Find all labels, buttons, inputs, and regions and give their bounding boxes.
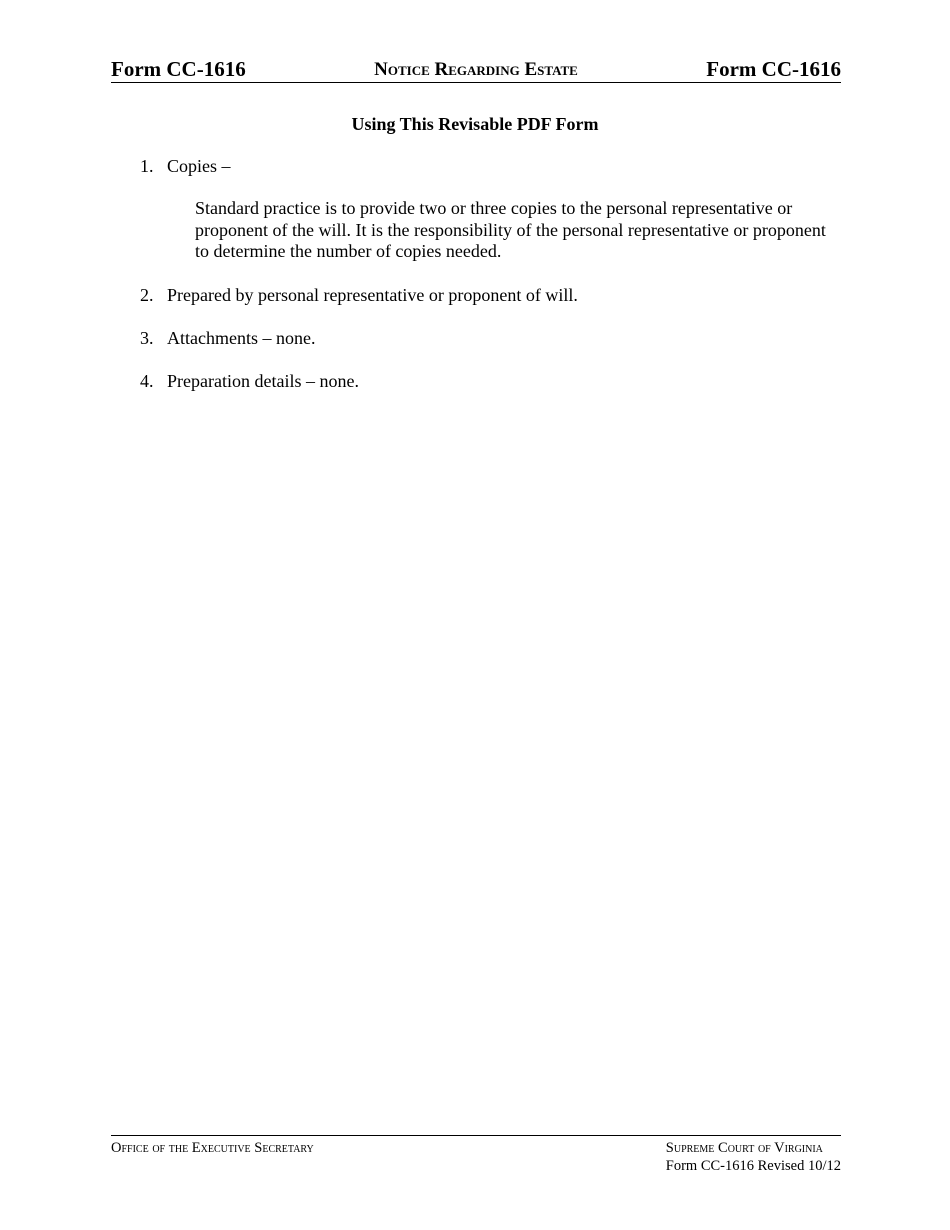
footer-court-name: Supreme Court of Virginia xyxy=(665,1140,823,1156)
list-item-text: Preparation details – none. xyxy=(167,371,359,391)
header-form-title: Notice Regarding Estate xyxy=(374,59,578,80)
list-item-number: 4. xyxy=(140,371,154,391)
page-header xyxy=(111,56,841,83)
list-item-number: 3. xyxy=(140,328,154,348)
footer-office: Office of the Executive Secretary xyxy=(111,1140,314,1156)
footer-revision: Form CC-1616 Revised 10/12 xyxy=(665,1158,841,1174)
list-item-preparation-details xyxy=(140,370,359,392)
list-item-number: 2. xyxy=(140,285,154,305)
list-item-attachments xyxy=(140,327,315,349)
list-item-text: Attachments – none. xyxy=(167,328,316,348)
footer-court-info xyxy=(666,1139,841,1175)
list-item-copies xyxy=(140,155,231,177)
list-item-text: Prepared by personal representative or proponent of will. xyxy=(167,285,578,305)
list-item-number: 1. xyxy=(140,156,154,176)
instructions-title: Using This Revisable PDF Form xyxy=(351,114,599,134)
header-form-number-right: Form CC-1616 xyxy=(706,57,841,81)
list-item-text: Copies – xyxy=(167,156,231,176)
page-footer xyxy=(111,1135,841,1174)
header-form-number-left: Form CC-1616 xyxy=(111,57,246,81)
copies-paragraph: Standard practice is to provide two or three copies to the personal representative or proponent of the will. It is the responsibility of the personal representative or proponent to determine the number of copies needed. xyxy=(195,198,826,261)
list-item-prepared-by xyxy=(140,284,578,306)
